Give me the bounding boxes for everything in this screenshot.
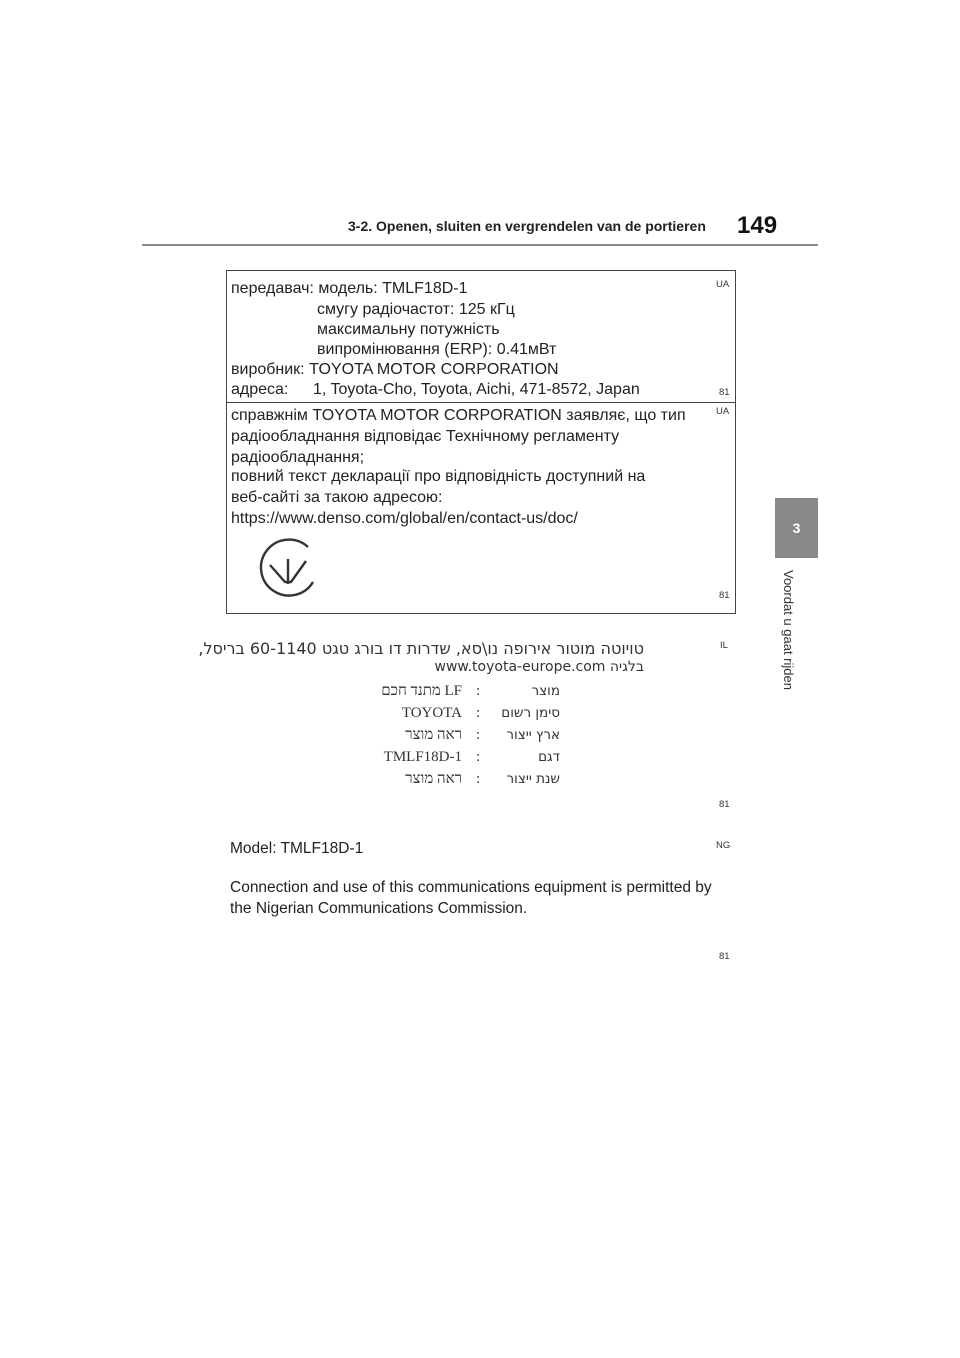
chapter-label: Voordat u gaat rijden	[781, 570, 796, 690]
country-tag: 81	[719, 951, 730, 962]
ua1-line: випромінювання (ERP): 0.41мВт	[317, 341, 557, 358]
il-row-value: מתנד חכם LF	[381, 683, 462, 699]
il-row-label: דגם	[538, 749, 560, 765]
ua2-line: веб-сайті за такою адресою:	[231, 489, 443, 506]
ng-model-line: Model: TMLF18D-1	[230, 840, 364, 857]
ua1-line: смугу радіочастот: 125 кГц	[317, 301, 515, 318]
ua2-url: https://www.denso.com/global/en/contact-us/doc/	[231, 510, 578, 527]
ua1-line: 1, Toyota-Cho, Toyota, Aichi, 471-8572, Japan	[313, 381, 640, 398]
ua1-line: максимальну потужність	[317, 321, 500, 338]
chapter-tab	[775, 498, 818, 558]
il-address-line: בלגיה www.toyota-europe.com	[434, 659, 644, 675]
country-tag: IL	[720, 640, 728, 651]
ua2-line: радіообладнання;	[231, 449, 365, 466]
ua1-line: виробник: TOYOTA MOTOR CORPORATION	[231, 361, 559, 378]
ng-paragraph-line: Connection and use of this communications equipment is permitted by	[230, 879, 712, 896]
il-row-value: ראה מוצר	[405, 727, 462, 743]
country-tag: 81	[719, 799, 730, 810]
country-tag: 81	[719, 387, 730, 398]
il-row-label: ארץ ייצור	[506, 727, 560, 743]
il-row-label: מוצר	[531, 683, 560, 699]
ua2-line: справжнім TOYOTA MOTOR CORPORATION заявляє, що тип	[231, 407, 686, 424]
ua1-line: передавач: модель: TMLF18D-1	[231, 280, 468, 297]
country-tag: UA	[716, 279, 730, 290]
chapter-number: 3	[792, 520, 801, 536]
il-row-sep: :	[476, 771, 481, 787]
il-row-sep: :	[476, 727, 481, 743]
country-tag: UA	[716, 406, 730, 417]
ua2-line: повний текст декларації про відповідність доступний на	[231, 468, 646, 485]
ua1-line: адреса:	[231, 381, 289, 398]
section-title: 3-2. Openen, sluiten en vergrendelen van de portieren	[348, 218, 706, 234]
il-row-label: סימן רשום	[501, 705, 560, 721]
ng-paragraph-line: the Nigerian Communications Commission.	[230, 900, 528, 917]
il-row-sep: :	[476, 705, 481, 721]
il-row-value: TMLF18D-1	[383, 749, 462, 765]
il-address-line: טויוטה מוטור אירופה נו\סא, שדרות דו בורג טגט 60-1140 בריסל,	[198, 639, 644, 658]
il-row-sep: :	[476, 683, 481, 699]
ukrainian-conformity-mark-icon	[256, 535, 320, 599]
il-row-sep: :	[476, 749, 481, 765]
country-tag: 81	[719, 590, 730, 601]
page-number: 149	[737, 212, 778, 239]
il-row-value: TOYOTA	[401, 705, 462, 721]
country-tag: NG	[716, 840, 731, 851]
ua2-line: радіообладнання відповідає Технічному регламенту	[231, 428, 620, 445]
header-divider	[142, 244, 818, 246]
il-row-value: ראה מוצר	[405, 771, 462, 787]
il-row-label: שנת ייצור	[506, 771, 560, 787]
